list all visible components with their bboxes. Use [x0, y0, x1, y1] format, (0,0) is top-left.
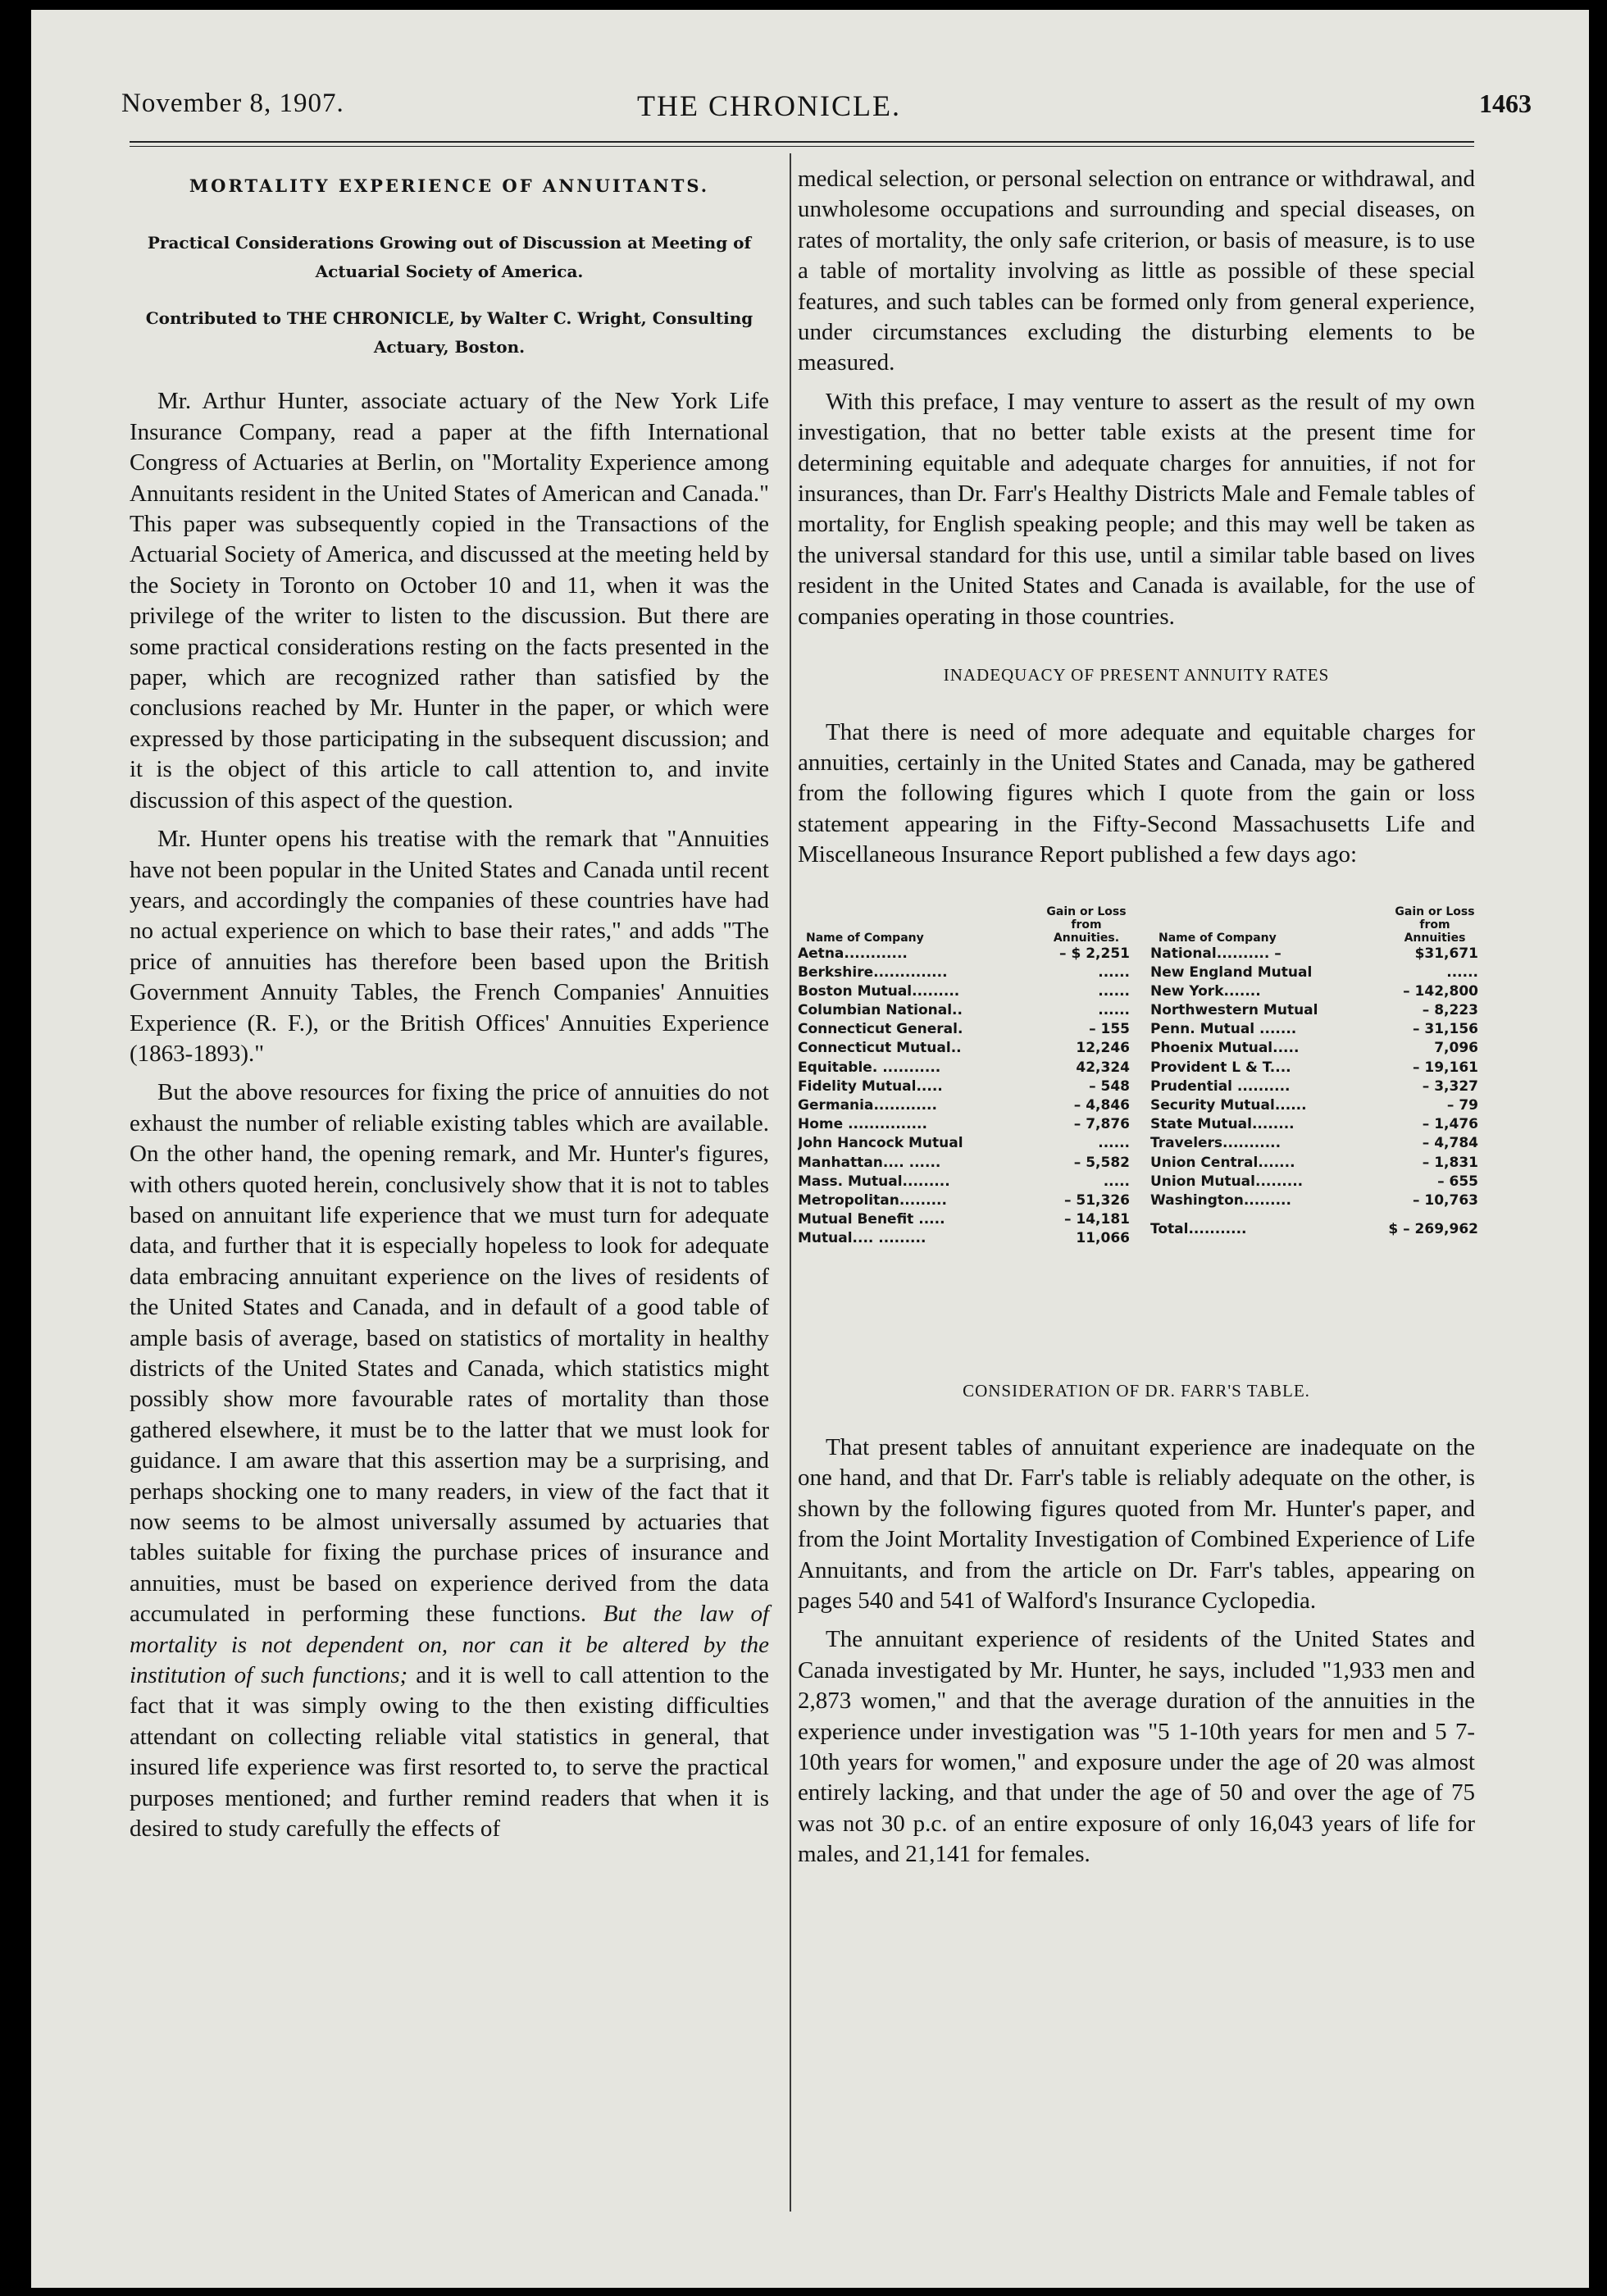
table-row [1150, 1020, 1478, 1039]
table-row [798, 982, 1130, 1001]
table-row [1150, 982, 1478, 1001]
company-name: Union Central....... [1150, 1154, 1295, 1171]
company-name: New York....... [1150, 982, 1261, 1000]
italic-emphasis: But the law of mortality is not dependent on, nor can it be altered by the institution of such functions; [130, 1601, 770, 1689]
company-name: Columbian National.. [798, 1002, 963, 1019]
company-name: Metropolitan......... [798, 1191, 947, 1209]
company-name: Security Mutual...... [1150, 1097, 1307, 1114]
column-header-company: Name of Company [1159, 931, 1277, 945]
gain-loss-value: – 7,876 [1073, 1116, 1130, 1133]
gain-loss-value: – 1,831 [1422, 1154, 1478, 1171]
table-row [1150, 963, 1478, 982]
company-name: Fidelity Mutual..... [798, 1077, 943, 1095]
table-row [798, 1077, 1130, 1096]
gain-loss-value: ...... [1098, 982, 1130, 1000]
right-column [798, 164, 1478, 1870]
table-row [798, 1001, 1130, 1020]
paragraph: That there is need of more adequate and equitable charges for annuities, certainly in the United States and Canada, may be gathered from the following figures which I quote from the gain or loss statement appearing in the Fifty-Second Massachusetts Life and Miscellaneous Insurance Report published a few days ago: [798, 718, 1475, 868]
company-name: New England Mutual [1150, 963, 1313, 981]
gain-loss-value: – 19,161 [1412, 1059, 1478, 1076]
table-row [798, 1134, 1130, 1153]
table-row [1150, 1059, 1478, 1077]
article-contributor: Contributed to THE CHRONICLE, by Walter C. Wright, Consulting Actuary, Boston. [145, 308, 753, 358]
gain-loss-value: – 4,846 [1073, 1097, 1130, 1114]
paragraph: That present tables of annuitant experience are inadequate on the one hand, and that Dr. Farr's table is reliably adequate on the other, is shown by the following figures quoted from Mr. Hunter's paper, and from the Joint Mortality Investigation of Combined Experience of Life Annuitants, and from the article on Dr. Farr's tables, appearing on pages 540 and 541 of Walford's Insurance Cyclopedia. [798, 1433, 1475, 1614]
gain-loss-value: – 14,181 [1063, 1211, 1130, 1228]
column-header-company: Name of Company [806, 931, 924, 945]
gain-loss-value: ...... [1098, 1135, 1130, 1152]
table-row [798, 1210, 1130, 1229]
table-row [1150, 1115, 1478, 1134]
gain-loss-value: – 142,800 [1403, 982, 1478, 1000]
masthead: THE CHRONICLE. [637, 89, 901, 122]
column-divider [790, 153, 791, 2212]
total-value: $ – 269,962 [1388, 1221, 1478, 1238]
company-name: Boston Mutual......... [798, 982, 960, 1000]
table-row [1150, 1154, 1478, 1173]
table-total-row [1150, 1220, 1478, 1239]
gain-loss-value: 12,246 [1076, 1040, 1130, 1057]
gain-loss-table [798, 889, 1478, 1348]
table-row [1150, 1077, 1478, 1096]
company-name: Travelers........... [1150, 1135, 1282, 1152]
paragraph-text: and it is well to call attention to the fact that it was simply owing to the then existing difficulties attendant on collecting reliable vital statistics in general, that insured life experience was first resorted to, to serve the practical purposes mentioned; and further remind readers that when it is desired to study carefully the effects of [130, 1662, 769, 1843]
table-row [798, 1020, 1130, 1039]
table-row [1150, 1001, 1478, 1020]
section-heading: CONSIDERATION OF DR. FARR'S TABLE. [963, 1380, 1310, 1401]
gain-loss-value: – 5,582 [1073, 1154, 1130, 1171]
company-name: John Hancock Mutual [798, 1135, 963, 1152]
gain-loss-value: 42,324 [1076, 1059, 1130, 1076]
table-row [798, 1229, 1130, 1248]
table-row [798, 1154, 1130, 1173]
company-name: Penn. Mutual ....... [1150, 1021, 1297, 1038]
table-row [1150, 1191, 1478, 1210]
gain-loss-value: – 1,476 [1422, 1116, 1478, 1133]
table-row [798, 1039, 1130, 1058]
table-row [1150, 945, 1478, 963]
paragraph [130, 1077, 769, 1844]
table-row [798, 1173, 1130, 1191]
company-name: Northwestern Mutual [1150, 1002, 1318, 1019]
company-name: Mutual.... ......... [798, 1230, 926, 1247]
article-title: MORTALITY EXPERIENCE OF ANNUITANTS. [189, 175, 710, 196]
table-row [798, 1096, 1130, 1115]
company-name: Phoenix Mutual..... [1150, 1040, 1300, 1057]
company-name: Aetna............ [798, 945, 908, 962]
company-name: Home ............... [798, 1116, 927, 1133]
article-subtitle: Practical Considerations Growing out of Discussion at Meeting of Actuarial Society of America. [147, 233, 752, 282]
gain-loss-value: – 79 [1446, 1097, 1478, 1114]
newspaper-page [31, 10, 1589, 2288]
company-name: Connecticut Mutual.. [798, 1040, 962, 1057]
company-name: National.......... – [1150, 945, 1282, 962]
gain-loss-value: ...... [1098, 1002, 1130, 1019]
table-column-left [798, 889, 1130, 1249]
table-row [1150, 1173, 1478, 1191]
gain-loss-value: $31,671 [1414, 945, 1478, 962]
paragraph-continuation: medical selection, or personal selection on entrance or withdrawal, and unwholesome occupations and surrounding and special diseases, on rates of mortality, the only safe criterion, or basis of measure, is to use a table of mortality involving as little as possible of these special features, and such tables can be formed only from general experience, under circumstances excluding the disturbing elements to be measured. [798, 166, 1475, 376]
column-header-gain: Gain or Loss from Annuities. [1046, 904, 1127, 945]
gain-loss-value: – 51,326 [1063, 1191, 1130, 1209]
issue-date: November 8, 1907. [121, 89, 344, 118]
left-column [130, 164, 769, 1845]
total-label: Total........... [1150, 1221, 1247, 1238]
table-row [1150, 1134, 1478, 1153]
paragraph: Mr. Arthur Hunter, associate actuary of the New York Life Insurance Company, read a paper at the fifth International Congress of Actuaries at Berlin, on "Mortality Experience among Annuitants resident in the United States of American and Canada." This paper was subsequently copied in the Transactions of the Actuarial Society of America, and discussed at the meeting held by the Society in Toronto on October 10 and 11, when it was the privilege of the writer to listen to the discussion. But there are some practical considerations resting on the facts presented in the paper, which are recognized rather than satisfied by the conclusions reached by Mr. Hunter in the paper, or which were expressed by those participating in the subsequent discussion; and it is the object of this article to call attention to, and invite discussion of this aspect of the question. [130, 388, 769, 813]
company-name: Manhattan.... ...... [798, 1154, 941, 1171]
table-rows-right [1150, 945, 1478, 1211]
gain-loss-value: – 655 [1437, 1173, 1478, 1190]
gain-loss-value: – 3,327 [1422, 1077, 1478, 1095]
company-name: Equitable. ........... [798, 1059, 941, 1076]
table-header [798, 889, 1130, 945]
company-name: Prudential .......... [1150, 1077, 1291, 1095]
table-row [1150, 1039, 1478, 1058]
gain-loss-value: ...... [1098, 963, 1130, 981]
paragraph-text: But the above resources for fixing the price of annuities do not exhaust the number of reliable existing tables which are available. On the other hand, the opening remark, and Mr. Hunter's figures, with others quoted herein, conclusively show that it is not to tables based on annuitant life experience that we must turn for adequate data, and further that it is especially hopeless to look for adequate data embracing annuitant experience on the lives of residents of the United States and Canada, and in default of a good table of ample basis of average, based on statistics of mortality in healthy districts of the United States and Canada, which statistics might possibly show more favourable rates of mortality than those gathered elsewhere, it must be to the latter that we must look for guidance. I am aware that this assertion may be a surprising, and perhaps shocking one to many readers, in view of the fact that it now seems to be almost universally assumed by actuaries that tables suitable for fixing the purchase prices of insurance and annuities, must be based on experience derived from the data accumulated in performing these functions. [130, 1079, 769, 1628]
company-name: Mass. Mutual......... [798, 1173, 950, 1190]
gain-loss-value: – 4,784 [1422, 1135, 1478, 1152]
company-name: Connecticut General. [798, 1021, 963, 1038]
company-name: Berkshire.............. [798, 963, 948, 981]
table-rows-left [798, 945, 1130, 1249]
table-row [798, 1191, 1130, 1210]
company-name: State Mutual........ [1150, 1116, 1295, 1133]
company-name: Provident L & T.... [1150, 1059, 1291, 1076]
table-row [798, 1115, 1130, 1134]
gain-loss-value: ...... [1446, 963, 1478, 981]
gain-loss-value: – $ 2,251 [1059, 945, 1130, 962]
company-name: Germania............ [798, 1097, 937, 1114]
gain-loss-value: 11,066 [1076, 1230, 1130, 1247]
gain-loss-value: – 8,223 [1422, 1002, 1478, 1019]
section-heading: INADEQUACY OF PRESENT ANNUITY RATES [943, 665, 1330, 686]
gain-loss-value: – 155 [1089, 1021, 1130, 1038]
table-row [798, 963, 1130, 982]
gain-loss-value: 7,096 [1434, 1040, 1478, 1057]
paragraph: The annuitant experience of residents of the United States and Canada investigated by Mr. Hunter, he says, included "1,933 men and 2,873 women," and that the average duration of the annuities in the experience under investigation was "5 1-10th years for men and 5 7-10th years for women," and exposure under the age of 20 was almost entirely lacking, and that under the age of 50 and over the age of 75 was not 30 p.c. of an entire exposure of only 16,043 years of life for males, and 21,141 for females. [798, 1626, 1475, 1868]
gain-loss-value: – 10,763 [1412, 1191, 1478, 1209]
company-name: Washington......... [1150, 1191, 1291, 1209]
paragraph: With this preface, I may venture to assert as the result of my own investigation, that no better table exists at the present time for determining equitable and adequate charges for annuities, if not for insurances, than Dr. Farr's Healthy Districts Male and Female tables of mortality, for English speaking people; and this may well be taken as the universal standard for this use, until a similar table based on lives resident in the United States and Canada is available, for the use of companies operating in those countries. [798, 388, 1475, 630]
header-rule-thin [130, 146, 1474, 147]
table-row [1150, 1096, 1478, 1115]
table-header [1150, 889, 1478, 945]
header-rule [130, 141, 1474, 143]
gain-loss-value: – 548 [1089, 1077, 1130, 1095]
company-name: Union Mutual......... [1150, 1173, 1304, 1190]
column-header-gain: Gain or Loss from Annuities [1395, 904, 1475, 945]
page-number: 1463 [1479, 89, 1532, 118]
paragraph: Mr. Hunter opens his treatise with the remark that "Annuities have not been popular in the United States and Canada until recent years, and accordingly the companies of these countries have had no actual experience on which to base their rates," and adds "The price of annuities has therefore been based upon the British Government Annuity Tables, the French Companies' Annuities Experience (R. F.), or the British Offices' Annuities Experience (1863-1893)." [130, 826, 769, 1067]
gain-loss-value: – 31,156 [1412, 1021, 1478, 1038]
gain-loss-value: ..... [1103, 1173, 1130, 1190]
company-name: Mutual Benefit ..... [798, 1211, 945, 1228]
table-column-right [1150, 889, 1478, 1240]
table-row [798, 945, 1130, 963]
table-row [798, 1059, 1130, 1077]
